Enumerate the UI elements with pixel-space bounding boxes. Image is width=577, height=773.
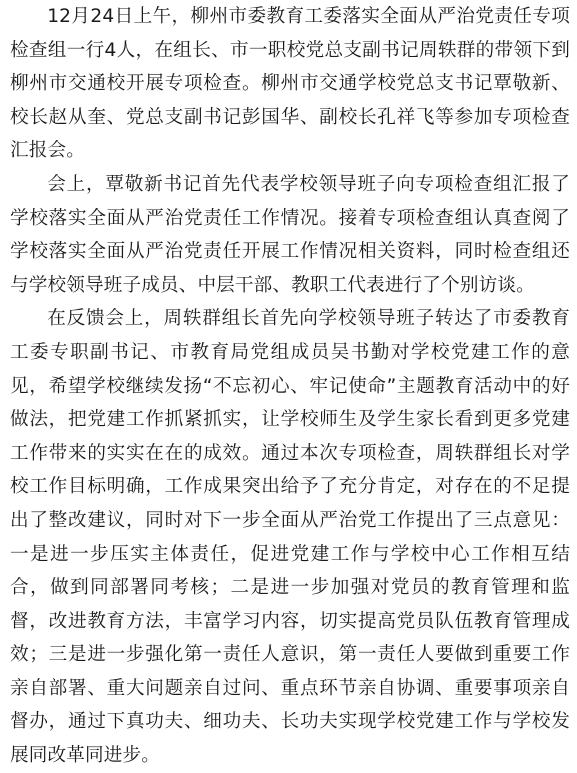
paragraph-inspection-intro: 12月24日上午，柳州市委教育工委落实全面从严治党责任专项检查组一行4人，在组长、市一职校党总支副书记周轶群的带领下到柳州市交通校开展专项检查。柳州市交通学校党总支书记覃敬新、校长赵从奎、党总支副书记彭国华、副校长孔祥飞等参加专项检查汇报会。 (10, 6, 570, 162)
paragraph-meeting-report: 会上，覃敬新书记首先代表学校领导班子向专项检查组汇报了学校落实全面从严治党责任工作情况。接着专项检查组认真查阅了学校落实全面从严治党责任开展工作情况相关资料，同时检查组还与学校领导班子成员、中层干部、教职工代表进行了个别访谈。 (10, 173, 570, 296)
article-body (10, 0, 570, 773)
paragraph-feedback: 在反馈会上，周轶群组长首先向学校领导班子转达了市委教育工委专职副书记、市教育局党组成员吴书勤对学校党建工作的意见，希望学校继续发扬“不忘初心、牢记使命”主题教育活动中的好做法，把党建工作抓紧抓实，让学校师生及学生家长看到更多党建工作带来的实实在在的成效。通过本次专项检查，周轶群组长对学校工作目标明确，工作成果突出给予了充分肯定，对存在的不足提出了整改建议，同时对下一步全面从严治党工作提出了三点意见：一是进一步压实主体责任，促进党建工作与学校中心工作相互结合，做到同部署同考核；二是进一步加强对党员的教育管理和监督，改进教育方法，丰富学习内容，切实提高党员队伍教育管理成效；三是进一步强化第一责任人意识，第一责任人要做到重要工作亲自部署、重大问题亲自过问、重点环节亲自协调、重要事项亲自督办，通过下真功夫、细功夫、长功夫实现学校党建工作与学校发展同改革同进步。 (10, 308, 570, 767)
